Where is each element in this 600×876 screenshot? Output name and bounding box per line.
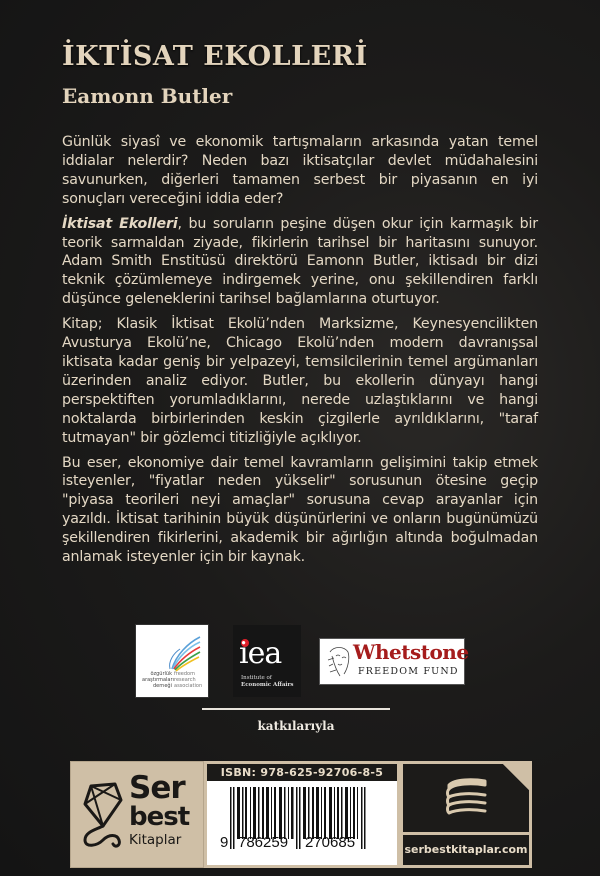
blurb [62, 133, 538, 573]
whetstone-logo [319, 638, 469, 685]
barcode-digits-left: 786259 [238, 834, 289, 851]
blurb-paragraph-1: Günlük siyasî ve ekonomik tartışmaların arkasında yatan temel iddialar nelerdir? Neden bazı iktisatçılar devlet müdahalesini savunurken, diğerleri tamamen serbest bir piyasanın en iyi sonuçları vereceğini iddia eder? [62, 134, 538, 207]
ozg-line-2: araştırmaları [142, 677, 174, 683]
books-panel [403, 764, 529, 832]
iea-mark: iea [239, 636, 282, 671]
ozg-en-1: freedom [174, 671, 195, 677]
brand-best: best [129, 802, 190, 832]
blurb-emphasis: İktisat Ekolleri [62, 215, 178, 232]
barcode-digits-right: 270685 [305, 834, 356, 851]
iea-sub-2: Economic Affairs [241, 682, 294, 688]
barcode-digit-first: 9 [220, 834, 229, 851]
website-block [400, 761, 532, 868]
ozg-en-3: association [174, 683, 203, 689]
blurb-paragraph-2 [62, 215, 538, 310]
blurb-paragraph-3: Kitap; Klasik İktisat Ekolü’nden Marksizme, Keynesyencilikten Avusturya Ekolü’ne, Chicago Ekolü’nden modern davranışsal iktisata kadar geniş bir yelpazeyi, temsilcilerinin temel argümanları üzerinden analiz ediyor. Butler, bu ekollerin dünyayı hangi perspektiften yorumladıklarını, nerede uzlaştıklarını ve hangi noktalarda birbirlerinden keskin çizgilerle ayrıldıklarını, "taraf tutmayan" bir gözlemci titizliğiyle açıklıyor. [62, 316, 538, 446]
portrait-sketch-icon [324, 642, 354, 682]
brand-kitaplar: Kitaplar [129, 832, 182, 848]
publisher-bar [70, 761, 532, 868]
blurb-paragraph-2-text: , bu soruların peşine düşen okur için karmaşık bir teorik sarmaldan ziyade, fikirlerin tarihsel bir haritasını sunuyor. Adam Smith Enstitüsü direktörü Eamonn Butler, iktisadı bir dizi teknik çözümlemeye indirgemek yerine, onu şekillendiren farklı düşünce geleneklerini tarihsel bağlamlarına oturtuyor. [62, 215, 538, 308]
iea-sub-1: Institute of [241, 675, 272, 681]
books-stack-icon [443, 777, 489, 819]
iea-logo [233, 625, 301, 697]
publisher-brand [70, 761, 204, 868]
ozg-line-3: derneği [152, 683, 172, 689]
kite-icon [81, 780, 127, 850]
ozg-line-1: özgürlük [150, 671, 172, 677]
barcode [207, 781, 397, 865]
sponsors-caption: katkılarıyla [257, 719, 335, 733]
blurb-paragraph-4: Bu eser, ekonomiye dair temel kavramların gelişimini takip etmek isteyenler, "fiyatlar neden yükselir" sorusunun ötesine geçip "piyasa teorileri neyi amaçlar" sorusuna cevap arayanlar için yazıldı. İktisat tarihinin büyük düşünürlerini ve onların bugünümüzü şekillendiren fikirlerini, akademik bir ağırlığın altında boğulmadan anlamak isteyenler için bir kaynak. [62, 454, 538, 566]
book-author: Eamonn Butler [62, 84, 233, 108]
isbn-label: ISBN: 978-625-92706-8-5 [207, 764, 397, 781]
book-title: İKTİSAT EKOLLERİ [62, 41, 368, 72]
brand-ser: Ser [129, 770, 185, 806]
separator-line [202, 708, 390, 710]
ozgurluk-logo [135, 624, 209, 698]
whetstone-mark: Whetstone [353, 640, 469, 664]
ozg-en-2: research [174, 677, 196, 683]
website-url: serbestkitaplar.com [403, 835, 529, 865]
whetstone-sub: FREEDOM FUND [358, 666, 459, 677]
isbn-block [204, 761, 400, 868]
